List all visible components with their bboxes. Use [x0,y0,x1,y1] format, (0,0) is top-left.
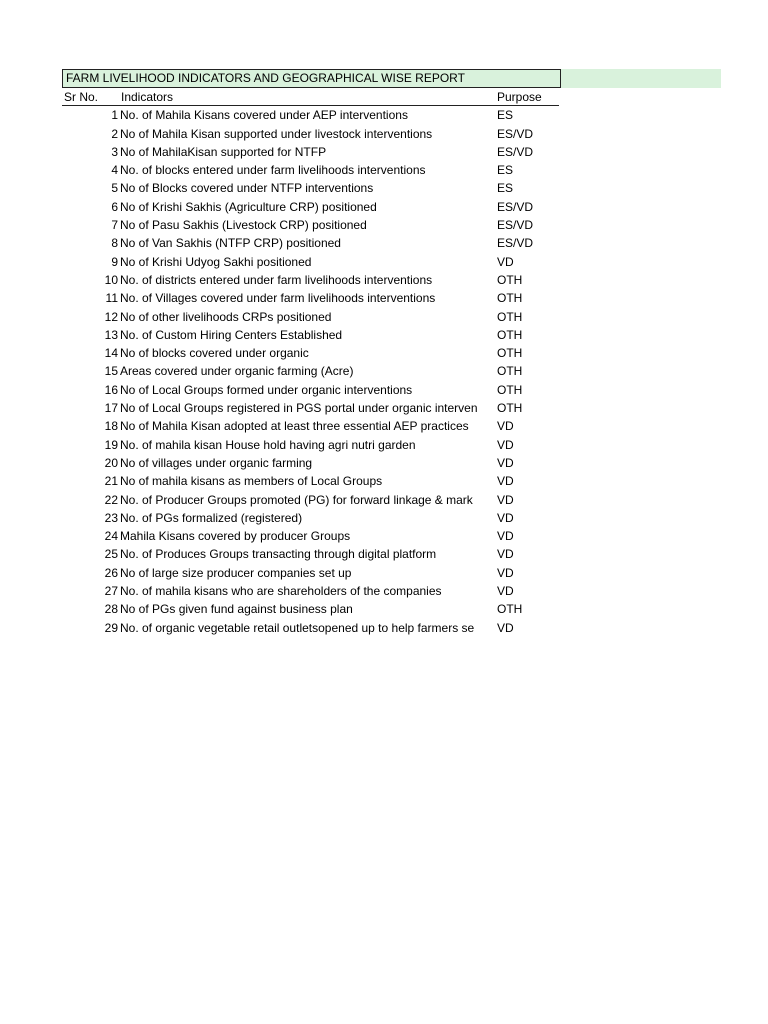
indicator-cell: No of villages under organic farming [120,455,313,470]
table-row [0,582,768,600]
purpose-cell: OTH [497,291,523,306]
indicator-sheet [0,88,768,637]
sr-no-cell: 7 [111,218,118,233]
purpose-cell: VD [497,419,514,434]
indicator-cell: No. of mahila kisan House hold having agri nutri garden [120,437,416,452]
purpose-cell: OTH [497,309,523,324]
purpose-cell: ES/VD [497,144,534,159]
purpose-cell: OTH [497,401,523,416]
purpose-header: Purpose [497,90,542,104]
purpose-cell: VD [497,455,514,470]
purpose-cell: ES [497,181,514,196]
indicator-cell: No of Van Sakhis (NTFP CRP) positioned [120,236,341,251]
indicator-cell: No. of Producer Groups promoted (PG) for forward linkage & mark [120,492,473,507]
purpose-cell: OTH [497,382,523,397]
purpose-cell: ES [497,163,514,178]
purpose-cell: OTH [497,272,523,287]
indicators-header: Indicators [121,90,174,104]
indicator-cell: No of Blocks covered under NTFP interventions [120,181,374,196]
indicator-cell: No. of Villages covered under farm livelihoods interventions [120,291,436,306]
purpose-cell: ES/VD [497,126,534,141]
report-title-cell [62,69,561,88]
purpose-cell: OTH [497,346,523,361]
indicator-cell: No. of Mahila Kisans covered under AEP interventions [120,108,408,123]
table-row [0,600,768,618]
table-row [0,143,768,161]
sr-no-cell: 11 [105,291,118,306]
indicator-cell: No of Local Groups formed under organic interventions [120,382,413,397]
table-row [0,106,768,124]
indicator-cell: Areas covered under organic farming (Acre) [120,364,354,379]
purpose-cell: ES [497,108,514,123]
purpose-cell: VD [497,254,514,269]
indicator-cell: No of large size producer companies set up [120,565,352,580]
indicator-cell: No of Krishi Sakhis (Agriculture CRP) positioned [120,199,377,214]
indicator-cell: No. of blocks entered under farm livelihoods interventions [120,163,426,178]
sr-no-cell: 26 [104,565,118,580]
indicator-cell: No. of mahila kisans who are shareholders of the companies [120,584,442,599]
sr-no-cell: 8 [111,236,118,251]
sr-no-cell: 15 [104,364,118,379]
table-row [0,491,768,509]
table-row [0,326,768,344]
indicator-cell: No of mahila kisans as members of Local Groups [120,474,383,489]
purpose-cell: VD [497,547,514,562]
sr-no-cell: 28 [104,602,118,617]
purpose-cell: VD [497,492,514,507]
table-row [0,417,768,435]
indicator-cell: No. of PGs formalized (registered) [120,510,303,525]
table-row [0,271,768,289]
table-row [0,308,768,326]
table-row [0,253,768,271]
purpose-cell: ES/VD [497,218,534,233]
indicator-cell: Mahila Kisans covered by producer Groups [120,529,351,544]
indicator-cell: No of MahilaKisan supported for NTFP [120,144,327,159]
table-row [0,527,768,545]
sr-no-cell: 21 [104,474,118,489]
sr-no-cell: 13 [104,327,118,342]
table-row [0,564,768,582]
table-row [0,362,768,380]
sr-no-cell: 16 [104,382,118,397]
sr-no-cell: 25 [104,547,118,562]
purpose-cell: VD [497,529,514,544]
indicator-cell: No of PGs given fund against business plan [120,602,353,617]
purpose-cell: VD [497,437,514,452]
purpose-cell: OTH [497,602,523,617]
purpose-cell: OTH [497,364,523,379]
sr-no-cell: 6 [111,199,118,214]
sr-no-cell: 4 [111,163,118,178]
sr-no-cell: 2 [111,126,118,141]
sr-no-cell: 29 [104,620,118,635]
table-row [0,344,768,362]
sr-no-cell: 9 [111,254,118,269]
indicator-cell: No of Krishi Udyog Sakhi positioned [120,254,312,269]
indicator-rows [0,106,768,637]
sr-no-cell: 1 [111,108,118,123]
sr-no-cell: 12 [104,309,118,324]
sr-no-cell: 20 [104,455,118,470]
purpose-cell: ES/VD [497,236,534,251]
sr-no-cell: 22 [104,492,118,507]
sr-no-header: Sr No. [64,90,99,104]
sr-no-cell: 18 [104,419,118,434]
table-row [0,216,768,234]
table-row [0,179,768,197]
table-row [0,545,768,563]
indicator-cell: No. of organic vegetable retail outletsopened up to help farmers se [120,620,475,635]
sr-no-cell: 3 [111,144,118,159]
table-row [0,198,768,216]
table-row [0,289,768,307]
purpose-cell: ES/VD [497,199,534,214]
table-row [0,509,768,527]
table-row [0,436,768,454]
header-row [0,88,768,106]
table-row [0,619,768,637]
indicator-cell: No of Local Groups registered in PGS portal under organic interven [120,401,478,416]
report-title: FARM LIVELIHOOD INDICATORS AND GEOGRAPHICAL WISE REPORT [66,71,465,85]
indicator-cell: No of Mahila Kisan adopted at least three essential AEP practices [120,419,469,434]
table-row [0,381,768,399]
table-row [0,161,768,179]
indicator-cell: No of Pasu Sakhis (Livestock CRP) positioned [120,218,367,233]
purpose-cell: VD [497,510,514,525]
sr-no-cell: 24 [104,529,118,544]
sr-no-cell: 27 [104,584,118,599]
sr-no-cell: 23 [104,510,118,525]
indicator-cell: No. of Custom Hiring Centers Established [120,327,343,342]
table-row [0,399,768,417]
purpose-cell: OTH [497,327,523,342]
sr-no-cell: 10 [104,272,118,287]
sr-no-cell: 19 [104,437,118,452]
table-row [0,125,768,143]
purpose-cell: VD [497,565,514,580]
purpose-cell: VD [497,474,514,489]
indicator-cell: No of blocks covered under organic [120,346,309,361]
purpose-cell: VD [497,620,514,635]
indicator-cell: No. of Produces Groups transacting through digital platform [120,547,437,562]
indicator-cell: No of Mahila Kisan supported under livestock interventions [120,126,433,141]
header-underline [62,105,559,106]
indicator-cell: No. of districts entered under farm livelihoods interventions [120,272,433,287]
purpose-cell: VD [497,584,514,599]
table-row [0,234,768,252]
indicator-cell: No of other livelihoods CRPs positioned [120,309,332,324]
sr-no-cell: 14 [104,346,118,361]
sr-no-cell: 5 [111,181,118,196]
sr-no-cell: 17 [104,401,118,416]
table-row [0,454,768,472]
table-row [0,472,768,490]
